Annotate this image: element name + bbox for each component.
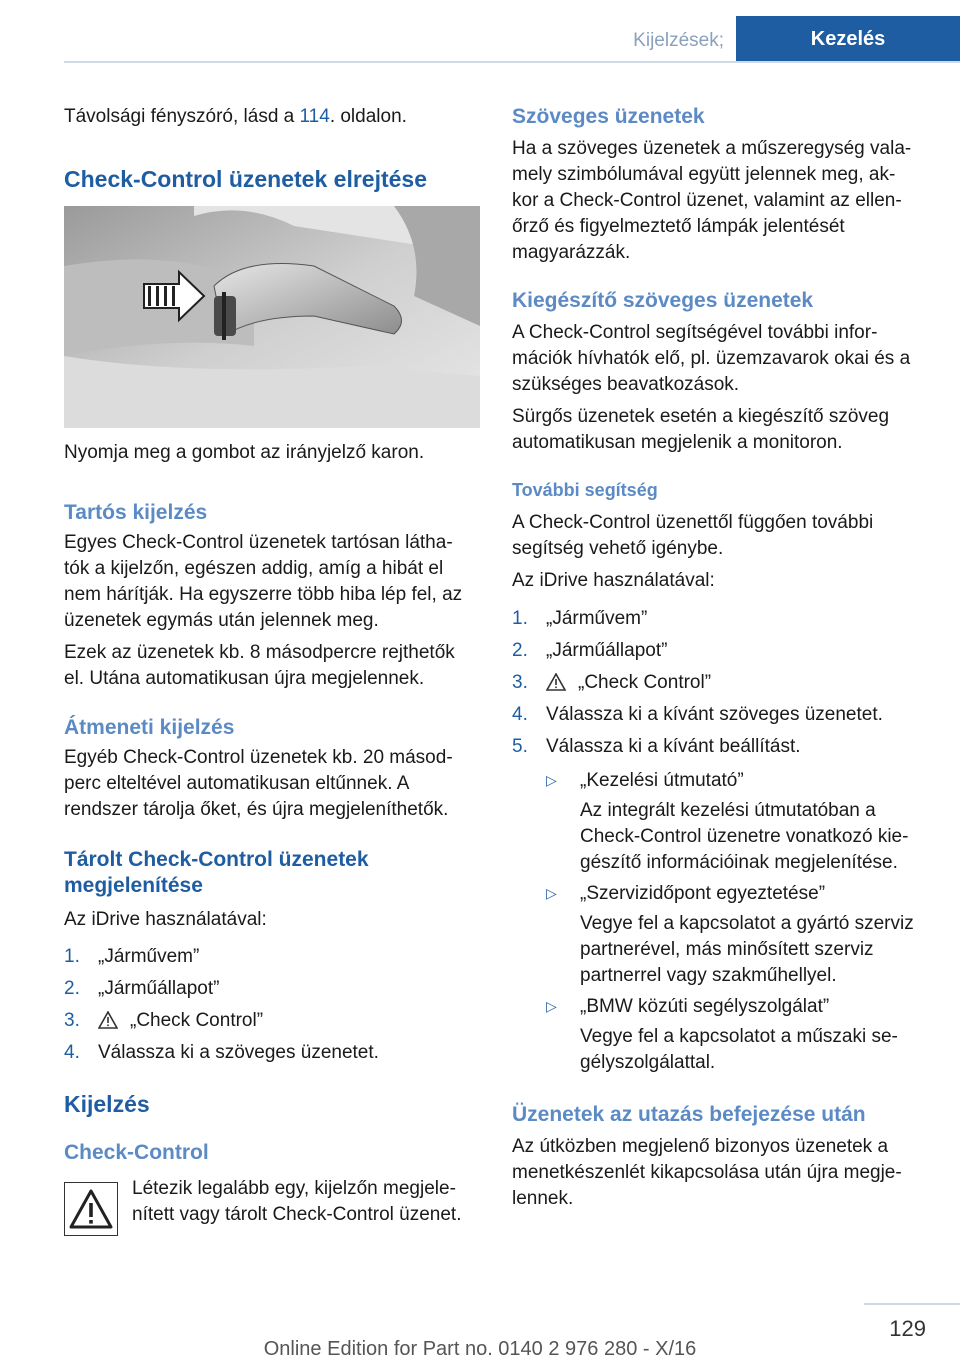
text-line-5: magyarázzák. (512, 242, 631, 263)
triangle-bullet-icon: ▷ (546, 998, 557, 1014)
temporary-line-3: rendszer tárolja őket, és újra megjeleníthetők. (64, 799, 449, 820)
permanent-line-4: üzenetek egymás után jelennek meg. (64, 610, 379, 631)
intro-pre: Távolsági fényszóró, lásd a (64, 106, 300, 127)
warning-triangle-icon (546, 673, 566, 691)
permanent-line-3: nem hárítják. Ha egyszerre több hiba lép fel, az (64, 584, 463, 605)
footer-rule (864, 1303, 960, 1305)
list-num: 3. (512, 672, 528, 693)
extra-line-1: A Check-Control segítségével további infor‐ (512, 322, 878, 343)
help-line-1: A Check-Control üzenettől függően további (512, 512, 874, 533)
trip-line-3: lennek. (512, 1188, 574, 1209)
sub-line: partnerével, más minősített szerviz (580, 939, 874, 960)
text-line-4: őrző és figyelmeztető lámpák jelentését (512, 216, 845, 237)
list-num: 2. (64, 978, 80, 999)
heading-extra: Kiegészítő szöveges üzenetek (512, 289, 814, 312)
sub-line: gészítő információinak megjelenítése. (580, 852, 898, 873)
list-text-label: „Check Control” (578, 672, 712, 693)
warning-triangle-icon (98, 1011, 118, 1029)
heading-temporary: Átmeneti kijelzés (64, 716, 235, 739)
list-text: Válassza ki a kívánt szöveges üzenetet. (546, 704, 883, 725)
sub-title: „Kezelési útmutató” (580, 770, 744, 791)
header-rule (64, 61, 960, 63)
heading-text-messages: Szöveges üzenetek (512, 105, 705, 128)
temporary-line-2: perc elteltével automatikusan eltűnnek. A (64, 773, 410, 794)
list-num: 3. (64, 1010, 80, 1031)
list-text: „Járműállapot” (546, 640, 668, 661)
extra-line-2: mációk hívhatók elő, pl. üzemzavarok okai és a (512, 348, 911, 369)
list-text: „Járművem” (98, 946, 200, 967)
heading-hide: Check-Control üzenetek elrejtése (64, 166, 428, 192)
extra-line-3: szükséges beavatkozások. (512, 374, 740, 395)
warning-triangle-icon (65, 1183, 117, 1235)
temporary-line-1: Egyéb Check-Control üzenetek kb. 20 másod‐ (64, 747, 453, 768)
list-text: Válassza ki a szöveges üzenetet. (98, 1042, 379, 1063)
list-num: 4. (512, 704, 528, 725)
heading-check-control: Check-Control (64, 1141, 209, 1164)
triangle-bullet-icon: ▷ (546, 885, 557, 901)
list-num: 2. (512, 640, 528, 661)
page-number: 129 (889, 1316, 926, 1341)
sub-line: Az integrált kezelési útmutatóban a (580, 800, 876, 821)
turn-signal-lever-illustration (64, 206, 480, 428)
list-num: 5. (512, 736, 528, 757)
sub-line: Vegye fel a kapcsolatot a gyártó szerviz (580, 913, 914, 934)
intro-post: . oldalon. (329, 106, 407, 127)
heading-display: Kijelzés (64, 1091, 150, 1117)
permanent-line-1: Egyes Check-Control üzenetek tartósan látha‐ (64, 532, 453, 553)
sub-line: Vegye fel a kapcsolatot a műszaki se‐ (580, 1026, 898, 1047)
list-text-label: „Check Control” (130, 1010, 264, 1031)
idrive-text-left: Az iDrive használatával: (64, 909, 267, 930)
sub-title: „BMW közúti segélyszolgálat” (580, 996, 830, 1017)
header-section: Kijelzések; (633, 30, 724, 51)
heading-help: További segítség (512, 480, 658, 500)
heading-permanent: Tartós kijelzés (64, 501, 208, 524)
urgent-line-1: Sürgős üzenetek esetén a kiegészítő szöveg (512, 406, 890, 427)
trip-line-2: menetkészenlét kikapcsolása után újra megje‐ (512, 1162, 902, 1183)
edition-text: Online Edition for Part no. 0140 2 976 280 - X/16 (263, 1338, 697, 1360)
heading-trip: Üzenetek az utazás befejezése után (512, 1103, 866, 1126)
list-text (546, 670, 711, 696)
trip-line-1: Az útközben megjelenő bizonyos üzenetek a (512, 1136, 889, 1157)
permanent-line-2: tók a kijelzőn, egészen addig, amíg a hibát el (64, 558, 444, 579)
list-text: „Járművem” (546, 608, 648, 629)
triangle-bullet-icon: ▷ (546, 772, 557, 788)
list-num: 1. (64, 946, 80, 967)
heading-stored-1: Tárolt Check-Control üzenetek (64, 848, 369, 871)
text-line-1: Ha a szöveges üzenetek a műszeregység vala‐ (512, 138, 912, 159)
idrive-text-right: Az iDrive használatával: (512, 570, 715, 591)
sub-title: „Szervizidőpont egyeztetése” (580, 883, 826, 904)
page-link[interactable]: 114 (299, 106, 330, 127)
list-text: Válassza ki a kívánt beállítást. (546, 736, 801, 757)
permanent2-line-2: el. Utána automatikusan újra megjelennek. (64, 668, 425, 689)
list-num: 4. (64, 1042, 80, 1063)
check-control-warning-icon (64, 1182, 118, 1236)
heading-stored-2: megjelenítése (64, 874, 203, 897)
permanent2-line-1: Ezek az üzenetek kb. 8 másodpercre rejthetők (64, 642, 455, 663)
intro-text (64, 104, 407, 130)
cc-line-2: nített vagy tárolt Check-Control üzenet. (132, 1204, 462, 1225)
list-num: 1. (512, 608, 528, 629)
list-text (98, 1008, 263, 1034)
text-line-2: mely szimbólumával együtt jelennek meg, ak‐ (512, 164, 896, 185)
sub-line: gélyszolgálattal. (580, 1052, 716, 1073)
help-line-2: segítség vehető igénybe. (512, 538, 724, 559)
list-text: „Járműállapot” (98, 978, 220, 999)
cc-line-1: Létezik legalább egy, kijelzőn megjele‐ (132, 1178, 456, 1199)
illustration-caption: Nyomja meg a gombot az irányjelző karon. (64, 442, 425, 463)
sub-line: Check-Control üzenetre vonatkozó kie‐ (580, 826, 909, 847)
header-tab: Kezelés (736, 16, 960, 62)
text-line-3: kor a Check-Control üzenet, valamint az ellen‐ (512, 190, 902, 211)
sub-line: partnerrel vagy szakműhellyel. (580, 965, 837, 986)
urgent-line-2: automatikusan megjelenik a monitoron. (512, 432, 843, 453)
